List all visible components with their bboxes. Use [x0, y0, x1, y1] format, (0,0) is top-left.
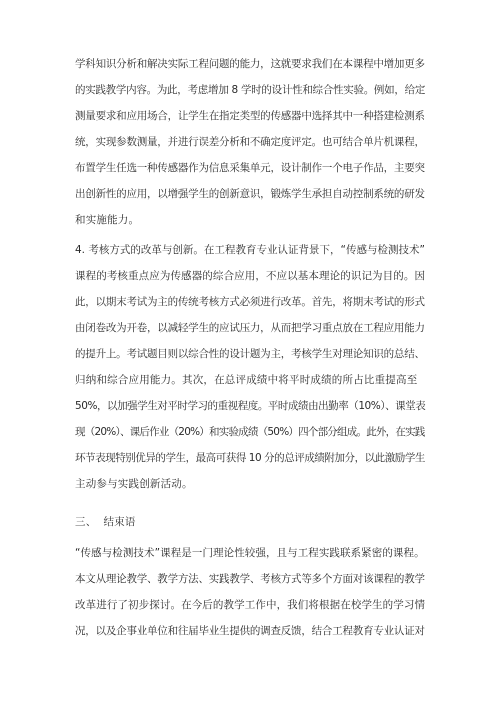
- paragraph-3-line: 改革进行了初步探讨。在今后的教学工作中，我们将根据在校学生的学习情: [75, 599, 426, 611]
- paragraph-1-line: 和实施能力。: [75, 214, 140, 226]
- paragraph-1-line: 出创新性的应用，以增强学生的创新意识，锻炼学生承担自动控制系统的研发: [75, 188, 425, 200]
- paragraph-2-line: 环节表现特别优异的学生，最高可获得 10 分的总评成绩附加分，以此激励学生: [75, 452, 425, 464]
- paragraph-1-line: 测量要求和应用场合，让学生在指定类型的传感器中选择其中一种搭建检测系: [75, 110, 425, 122]
- paragraph-3-line: “传感与检测技术”课程是一门理论性较强，且与工程实践联系紧密的课程。: [75, 547, 425, 559]
- paragraph-1-line: 布置学生任选一种传感器作为信息采集单元，设计制作一个电子作品，主要突: [75, 162, 425, 174]
- paragraph-3-line: 况，以及企事业单位和往届毕业生提供的调查反馈，结合工程教育专业认证对: [75, 625, 425, 637]
- paragraph-1-line: 统，实现参数测量，并进行误差分析和不确定度评定。也可结合单片机课程，: [75, 136, 425, 148]
- paragraph-3-line: 本文从理论教学、教学方法、实践教学、考核方式等多个方面对该课程的教学: [75, 573, 425, 585]
- paragraph-2-line: 主动参与实践创新活动。: [75, 478, 193, 490]
- paragraph-1-line: 的实践教学内容。为此，考虑增加 8 学时的设计性和综合性实验。例如，给定: [75, 84, 426, 96]
- paragraph-2-line: 的提升上。考试题目则以综合性的设计题为主，考核学生对理论知识的总结、: [75, 348, 425, 360]
- section-heading: 三、 结束语: [75, 516, 136, 528]
- paragraph-2-line: 由闭卷改为开卷，以减轻学生的应试压力，从而把学习重点放在工程应用能力: [75, 322, 425, 334]
- paragraph-1-line: 学科知识分析和解决实际工程问题的能力，这就要求我们在本课程中增加更多: [75, 58, 425, 70]
- paragraph-2-line: 此，以期末考试为主的传统考核方式必须进行改革。首先，将期末考试的形式: [75, 296, 425, 308]
- paragraph-2-line: 归纳和综合应用能力。其次，在总评成绩中将平时成绩的所占比重提高至: [75, 374, 418, 386]
- paragraph-2-line: 4. 考核方式的改革与创新。在工程教育专业认证背景下，“传感与检测技术”: [75, 244, 425, 256]
- paragraph-2-line: 现（20%）、课后作业（20%）和实验成绩（50%）四个部分组成。此外，在实践: [75, 426, 425, 438]
- paragraph-2-line: 50%，以加强学生对平时学习的重视程度。平时成绩由出勤率（10%）、课堂表: [75, 400, 426, 412]
- paragraph-2-line: 课程的考核重点应为传感器的综合应用，不应以基本理论的识记为目的。因: [75, 270, 426, 282]
